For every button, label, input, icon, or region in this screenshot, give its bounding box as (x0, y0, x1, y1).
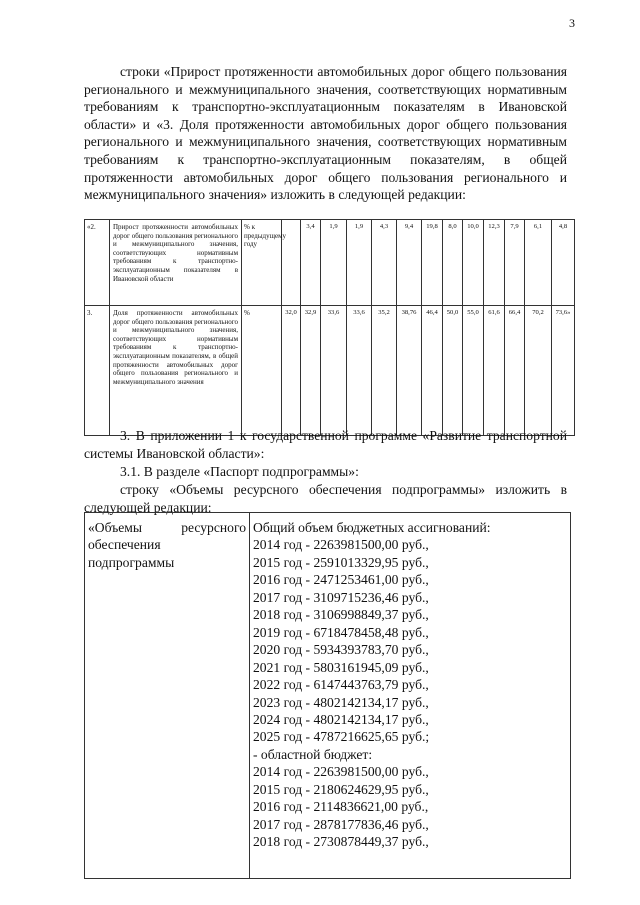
budget-line: 2022 год - 6147443763,79 руб., (253, 677, 429, 693)
page-number: 3 (569, 16, 575, 30)
indicator-value: 55,0 (463, 306, 484, 436)
indicator-value: 4,8 (552, 220, 575, 306)
indicator-unit: % к предыдущему году (242, 220, 282, 306)
appendix-paragraph: 3. В приложении 1 к государственной программе «Развитие транспортной системы Ивановской области»: (84, 428, 567, 461)
indicator-value: 32,0 (282, 306, 301, 436)
resources-content (250, 513, 571, 879)
budget-line: 2017 год - 2878177836,46 руб., (253, 816, 429, 832)
resources-label (85, 513, 250, 879)
indicator-value: 12,3 (484, 220, 505, 306)
budget-line: 2016 год - 2471253461,00 руб., (253, 572, 429, 588)
budget-line: 2016 год - 2114836621,00 руб., (253, 799, 429, 815)
resources-label-line: обеспечения (88, 537, 161, 553)
indicator-value: 4,3 (372, 220, 397, 306)
resources-label-word: «Объемы (88, 520, 142, 535)
resources-table (84, 512, 571, 879)
indicator-number: 3. (85, 306, 110, 436)
budget-line: Общий объем бюджетных ассигнований: (253, 520, 491, 535)
budget-line: 2019 год - 6718478458,48 руб., (253, 624, 429, 640)
indicators-table (84, 219, 575, 436)
indicator-row (85, 306, 575, 436)
indicator-unit: % (242, 306, 282, 436)
budget-line: 2025 год - 4787216625,65 руб.; (253, 729, 430, 745)
budget-line: 2021 год - 5803161945,09 руб., (253, 659, 429, 675)
indicator-value: 70,2 (525, 306, 552, 436)
indicator-row (85, 220, 575, 306)
instruction-paragraph: строку «Объемы ресурсного обеспечения подпрограммы» изложить в следующей редакции: (84, 482, 567, 515)
indicator-value: 32,9 (301, 306, 321, 436)
budget-line: 2018 год - 3106998849,37 руб., (253, 607, 429, 623)
indicator-value: 33,6 (347, 306, 372, 436)
indicator-value: 35,2 (372, 306, 397, 436)
indicator-value: 33,6 (321, 306, 347, 436)
budget-line: 2014 год - 2263981500,00 руб., (253, 537, 429, 553)
indicator-value: 3,4 (301, 220, 321, 306)
indicator-value: 8,0 (443, 220, 463, 306)
indicator-name: Доля протяженности автомобильных дорог общего пользования регионального и межмуниципального значения, соответствующих нормативным требованиям к транспортно-эксплуатационным показателям, в общей протяженности автомобильных дорог общего пользования регионального и межмуниципального значения (110, 306, 242, 436)
resources-label-word: ресурсного (181, 520, 246, 535)
budget-line: 2018 год - 2730878449,37 руб., (253, 834, 429, 850)
budget-line: 2015 год - 2180624629,95 руб., (253, 781, 429, 797)
budget-line: 2017 год - 3109715236,46 руб., (253, 589, 429, 605)
indicator-value: 1,9 (321, 220, 347, 306)
budget-line: 2015 год - 2591013329,95 руб., (253, 554, 429, 570)
budget-line: 2024 год - 4802142134,17 руб., (253, 711, 429, 727)
indicator-value: 50,0 (443, 306, 463, 436)
indicator-value: 38,76 (397, 306, 422, 436)
indicator-value: 73,6» (552, 306, 575, 436)
resources-row (85, 513, 571, 879)
indicator-value: 61,6 (484, 306, 505, 436)
budget-line: 2020 год - 5934393783,70 руб., (253, 642, 429, 658)
section-paragraph: 3.1. В разделе «Паспорт подпрограммы»: (120, 464, 359, 479)
indicator-value: 7,9 (505, 220, 525, 306)
budget-line: 2014 год - 2263981500,00 руб., (253, 764, 429, 780)
budget-line: - областной бюджет: (253, 746, 373, 762)
indicator-value: 46,4 (422, 306, 443, 436)
indicator-number: «2. (85, 220, 110, 306)
intro-paragraph: строки «Прирост протяженности автомобильных дорог общего пользования регионального и межмуниципального значения, соответствующих нормативным требованиям к транспортно-эксплуатационным показателям в Ивановской области» и «3. Доля протяженности автомобильных дорог общего пользования регионального и межмуниципального значения, соответствующих нормативным требованиям к транспортно-эксплуатационным показателям, в общей протяженности автомобильных дорог общего пользования регионального и межмуниципального значения» изложить в следующей редакции: (84, 64, 567, 203)
indicator-value: 10,0 (463, 220, 484, 306)
indicator-value: 6,1 (525, 220, 552, 306)
indicator-value: 66,4 (505, 306, 525, 436)
indicator-value: 19,8 (422, 220, 443, 306)
indicator-value: 9,4 (397, 220, 422, 306)
indicator-name: Прирост протяженности автомобильных дорог общего пользования регионального и межмуниципального значения, соответствующих нормативным требованиям к транспортно-эксплуатационным показателям в Ивановской области (110, 220, 242, 306)
indicator-value: 1,9 (347, 220, 372, 306)
resources-label-line: подпрограммы (88, 554, 175, 570)
budget-line: 2023 год - 4802142134,17 руб., (253, 694, 429, 710)
